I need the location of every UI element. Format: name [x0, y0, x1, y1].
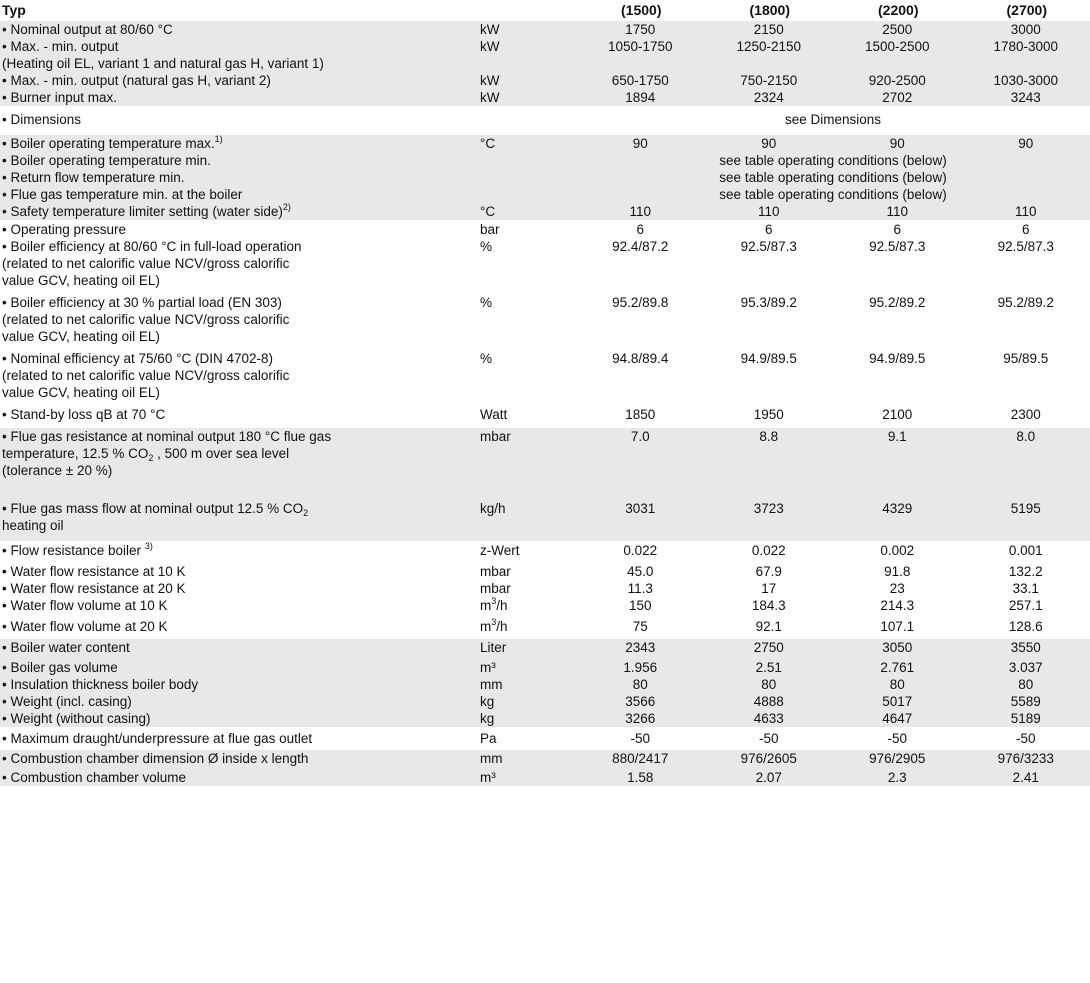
- value-cell: 95.2/89.8: [576, 294, 705, 350]
- param-label: • Flue gas resistance at nominal output 180 °C flue gas temperature, 12.5 % $CO_2$ , 500 m over sea level (tolerance ± 20 %): [0, 428, 478, 500]
- value-cell: 2.07: [705, 769, 834, 786]
- unit-cell: mbar: [478, 580, 576, 597]
- table-row: [0, 500, 1090, 542]
- value-cell: 110: [962, 203, 1090, 221]
- value-cell: 90: [962, 134, 1090, 152]
- unit-cell: °C: [478, 203, 576, 221]
- value-cell: 1894: [576, 89, 705, 106]
- value-cell: 45.0: [576, 563, 705, 580]
- value-cell: 3723: [705, 500, 834, 542]
- value-cell: 2.51: [705, 659, 834, 676]
- value-cell: 2500: [833, 21, 962, 39]
- param-label: • Max. - min. output (natural gas H, variant 2): [0, 72, 478, 89]
- value-cell: 3050: [833, 639, 962, 659]
- unit-cell: kg: [478, 693, 576, 710]
- value-cell: 2300: [962, 406, 1090, 428]
- unit-cell: kW: [478, 38, 576, 72]
- value-cell: 1050-1750: [576, 38, 705, 72]
- value-cell: 2150: [705, 21, 834, 39]
- value-cell: 3550: [962, 639, 1090, 659]
- unit-cell: %: [478, 350, 576, 406]
- unit-cell: kg/h: [478, 500, 576, 542]
- table-row: [0, 21, 1090, 39]
- value-cell: 750-2150: [705, 72, 834, 89]
- value-cell: -50: [705, 727, 834, 749]
- value-cell: 257.1: [962, 597, 1090, 618]
- param-label: • Insulation thickness boiler body: [0, 676, 478, 693]
- param-label: • Water flow volume at 10 K: [0, 597, 478, 618]
- unit-cell: kW: [478, 89, 576, 106]
- table-row: [0, 769, 1090, 786]
- param-label: • Combustion chamber volume: [0, 769, 478, 786]
- unit-cell: [478, 169, 576, 186]
- model-header-1800: (1800): [749, 2, 790, 18]
- value-cell: 6: [962, 220, 1090, 238]
- param-label: • Burner input max.: [0, 89, 478, 106]
- value-cell: 67.9: [705, 563, 834, 580]
- value-cell: 3566: [576, 693, 705, 710]
- value-cell: 6: [705, 220, 834, 238]
- unit-cell: $m^3/h$: [478, 618, 576, 639]
- unit-cell: mbar: [478, 428, 576, 500]
- value-cell: 95.3/89.2: [705, 294, 834, 350]
- value-cell: 92.5/87.3: [962, 238, 1090, 294]
- table-row: [0, 72, 1090, 89]
- unit-cell: Pa: [478, 727, 576, 749]
- value-cell: 23: [833, 580, 962, 597]
- param-label: • Flue gas temperature min. at the boiler: [0, 186, 478, 203]
- value-cell: 94.8/89.4: [576, 350, 705, 406]
- table-row: [0, 169, 1090, 186]
- table-row: [0, 38, 1090, 72]
- unit-cell: %: [478, 238, 576, 294]
- value-cell: 1250-2150: [705, 38, 834, 72]
- unit-cell: °C: [478, 134, 576, 152]
- value-cell: 3243: [962, 89, 1090, 106]
- param-label: • Operating pressure: [0, 220, 478, 238]
- unit-cell: [478, 152, 576, 169]
- value-cell: -50: [576, 727, 705, 749]
- value-cell: 1500-2500: [833, 38, 962, 72]
- value-cell: 2343: [576, 639, 705, 659]
- value-cell: 2.761: [833, 659, 962, 676]
- value-cell: 5589: [962, 693, 1090, 710]
- value-cell: 5189: [962, 710, 1090, 728]
- value-cell: 110: [833, 203, 962, 221]
- value-cell: 0.001: [962, 542, 1090, 563]
- value-cell: 0.002: [833, 542, 962, 563]
- table-row: [0, 580, 1090, 597]
- value-cell: 110: [705, 203, 834, 221]
- model-header-1500: (1500): [621, 2, 662, 18]
- value-cell: 6: [833, 220, 962, 238]
- table-row: [0, 203, 1090, 221]
- table-row: [0, 406, 1090, 428]
- table-row: [0, 597, 1090, 618]
- value-cell: 7.0: [576, 428, 705, 500]
- value-cell: 2702: [833, 89, 962, 106]
- footnote-marker: 3): [144, 541, 153, 551]
- value-cell: 976/2605: [705, 749, 834, 769]
- table-row: [0, 428, 1090, 500]
- value-cell: 3000: [962, 21, 1090, 39]
- value-cell: 80: [576, 676, 705, 693]
- value-cell: 90: [833, 134, 962, 152]
- footnote-marker: 1): [214, 133, 223, 144]
- value-cell: 90: [576, 134, 705, 152]
- value-cell: 17: [705, 580, 834, 597]
- table-row: [0, 238, 1090, 294]
- param-label: • Max. - min. output (Heating oil EL, variant 1 and natural gas H, variant 1): [0, 38, 478, 72]
- table-row: [0, 749, 1090, 769]
- unit-cell: Watt: [478, 406, 576, 428]
- value-cell: 110: [576, 203, 705, 221]
- value-cell: 4329: [833, 500, 962, 542]
- value-cell: -50: [962, 727, 1090, 749]
- value-cell: 4647: [833, 710, 962, 728]
- param-label: • Boiler gas volume: [0, 659, 478, 676]
- value-cell: 0.022: [705, 542, 834, 563]
- model-header-2200: (2200): [878, 2, 919, 18]
- table-row: [0, 563, 1090, 580]
- param-label: • Flue gas mass flow at nominal output 12.5 % $CO_2$ heating oil: [0, 500, 478, 542]
- unit-cell: [478, 186, 576, 203]
- value-cell: 94.9/89.5: [705, 350, 834, 406]
- value-cell: 92.5/87.3: [833, 238, 962, 294]
- value-cell: 90: [705, 134, 834, 152]
- value-cell: 2100: [833, 406, 962, 428]
- param-label: • Water flow resistance at 10 K: [0, 563, 478, 580]
- value-cell: 128.6: [962, 618, 1090, 639]
- param-label: • Return flow temperature min.: [0, 169, 478, 186]
- param-label: • Nominal efficiency at 75/60 °C (DIN 4702-8) (related to net calorific value NCV/gross calorific value GCV, heating oil EL): [0, 350, 478, 406]
- value-cell: 3.037: [962, 659, 1090, 676]
- value-cell: 75: [576, 618, 705, 639]
- value-cell: 2.3: [833, 769, 962, 786]
- param-label: • Boiler operating temperature max.$^{1)}$: [0, 134, 478, 152]
- table-row: [0, 618, 1090, 639]
- param-label: • Weight (without casing): [0, 710, 478, 728]
- value-cell: 2750: [705, 639, 834, 659]
- value-cell: 1030-3000: [962, 72, 1090, 89]
- value-cell: 95.2/89.2: [962, 294, 1090, 350]
- model-header-2700: (2700): [1006, 2, 1047, 18]
- value-cell: 1780-3000: [962, 38, 1090, 72]
- value-cell: 1.58: [576, 769, 705, 786]
- value-cell: 6: [576, 220, 705, 238]
- table-row: [0, 134, 1090, 152]
- operating-conditions-note: see table operating conditions (below): [576, 152, 1090, 169]
- value-cell: 95/89.5: [962, 350, 1090, 406]
- value-cell: 1750: [576, 21, 705, 39]
- value-cell: 107.1: [833, 618, 962, 639]
- value-cell: 1850: [576, 406, 705, 428]
- unit-cell: m³: [478, 659, 576, 676]
- dimensions-note: see Dimensions: [576, 106, 1090, 134]
- value-cell: 976/2905: [833, 749, 962, 769]
- table-row: [0, 542, 1090, 563]
- value-cell: 11.3: [576, 580, 705, 597]
- unit-cell: mm: [478, 676, 576, 693]
- unit-cell: $m^3/h$: [478, 597, 576, 618]
- table-row: [0, 294, 1090, 350]
- value-cell: 132.2: [962, 563, 1090, 580]
- table-row: [0, 89, 1090, 106]
- unit-header: [478, 0, 576, 21]
- value-cell: 92.4/87.2: [576, 238, 705, 294]
- table-row: [0, 186, 1090, 203]
- unit-cell: [478, 106, 576, 134]
- table-row: [0, 639, 1090, 659]
- value-cell: -50: [833, 727, 962, 749]
- value-cell: 4633: [705, 710, 834, 728]
- value-cell: 0.022: [576, 542, 705, 563]
- value-cell: 80: [833, 676, 962, 693]
- unit-cell: kg: [478, 710, 576, 728]
- table-row: [0, 659, 1090, 676]
- value-cell: 184.3: [705, 597, 834, 618]
- value-cell: 214.3: [833, 597, 962, 618]
- unit-cell: %: [478, 294, 576, 350]
- param-label: • Boiler efficiency at 30 % partial load (EN 303) (related to net calorific value NCV/gross calorific value GCV, heating oil EL): [0, 294, 478, 350]
- operating-conditions-note: see table operating conditions (below): [576, 186, 1090, 203]
- param-label: • Boiler operating temperature min.: [0, 152, 478, 169]
- table-row: [0, 106, 1090, 134]
- type-header: Typ: [2, 2, 26, 18]
- value-cell: 4888: [705, 693, 834, 710]
- value-cell: 5017: [833, 693, 962, 710]
- value-cell: 5195: [962, 500, 1090, 542]
- table-row: [0, 710, 1090, 728]
- table-row: [0, 220, 1090, 238]
- param-label: • Nominal output at 80/60 °C: [0, 21, 478, 39]
- value-cell: 80: [705, 676, 834, 693]
- param-label: • Water flow resistance at 20 K: [0, 580, 478, 597]
- value-cell: 880/2417: [576, 749, 705, 769]
- value-cell: 8.8: [705, 428, 834, 500]
- value-cell: 3031: [576, 500, 705, 542]
- unit-cell: mm: [478, 749, 576, 769]
- param-label: • Stand-by loss qB at 70 °C: [0, 406, 478, 428]
- value-cell: 92.1: [705, 618, 834, 639]
- unit-cell: z-Wert: [478, 542, 576, 563]
- value-cell: 80: [962, 676, 1090, 693]
- unit-cell: Liter: [478, 639, 576, 659]
- table-row: [0, 693, 1090, 710]
- table-row: [0, 676, 1090, 693]
- value-cell: 1.956: [576, 659, 705, 676]
- value-cell: 92.5/87.3: [705, 238, 834, 294]
- value-cell: 9.1: [833, 428, 962, 500]
- param-label: • Maximum draught/underpressure at flue gas outlet: [0, 727, 478, 749]
- param-label: • Boiler water content: [0, 639, 478, 659]
- value-cell: 1950: [705, 406, 834, 428]
- unit-cell: kW: [478, 72, 576, 89]
- table-row: [0, 350, 1090, 406]
- header-row: [0, 0, 1090, 21]
- param-label: • Combustion chamber dimension Ø inside x length: [0, 749, 478, 769]
- value-cell: 95.2/89.2: [833, 294, 962, 350]
- value-cell: 8.0: [962, 428, 1090, 500]
- value-cell: 94.9/89.5: [833, 350, 962, 406]
- table-row: [0, 152, 1090, 169]
- value-cell: 2.41: [962, 769, 1090, 786]
- unit-cell: bar: [478, 220, 576, 238]
- param-label: • Safety temperature limiter setting (water side)$^{2)}$: [0, 203, 478, 221]
- footnote-marker: 2): [282, 201, 291, 212]
- operating-conditions-note: see table operating conditions (below): [576, 169, 1090, 186]
- unit-cell: kW: [478, 21, 576, 39]
- value-cell: 650-1750: [576, 72, 705, 89]
- value-cell: 2324: [705, 89, 834, 106]
- value-cell: 920-2500: [833, 72, 962, 89]
- param-label: • Water flow volume at 20 K: [0, 618, 478, 639]
- unit-cell: m³: [478, 769, 576, 786]
- param-label: • Dimensions: [0, 106, 478, 134]
- table-row: [0, 727, 1090, 749]
- value-cell: 150: [576, 597, 705, 618]
- value-cell: 91.8: [833, 563, 962, 580]
- value-cell: 3266: [576, 710, 705, 728]
- value-cell: 33.1: [962, 580, 1090, 597]
- param-label: • Boiler efficiency at 80/60 °C in full-load operation (related to net calorific value NCV/gross calorific value GCV, heating oil EL): [0, 238, 478, 294]
- unit-cell: mbar: [478, 563, 576, 580]
- value-cell: 976/3233: [962, 749, 1090, 769]
- param-label: • Flow resistance boiler $^{3)}$: [0, 542, 478, 563]
- param-label: • Weight (incl. casing): [0, 693, 478, 710]
